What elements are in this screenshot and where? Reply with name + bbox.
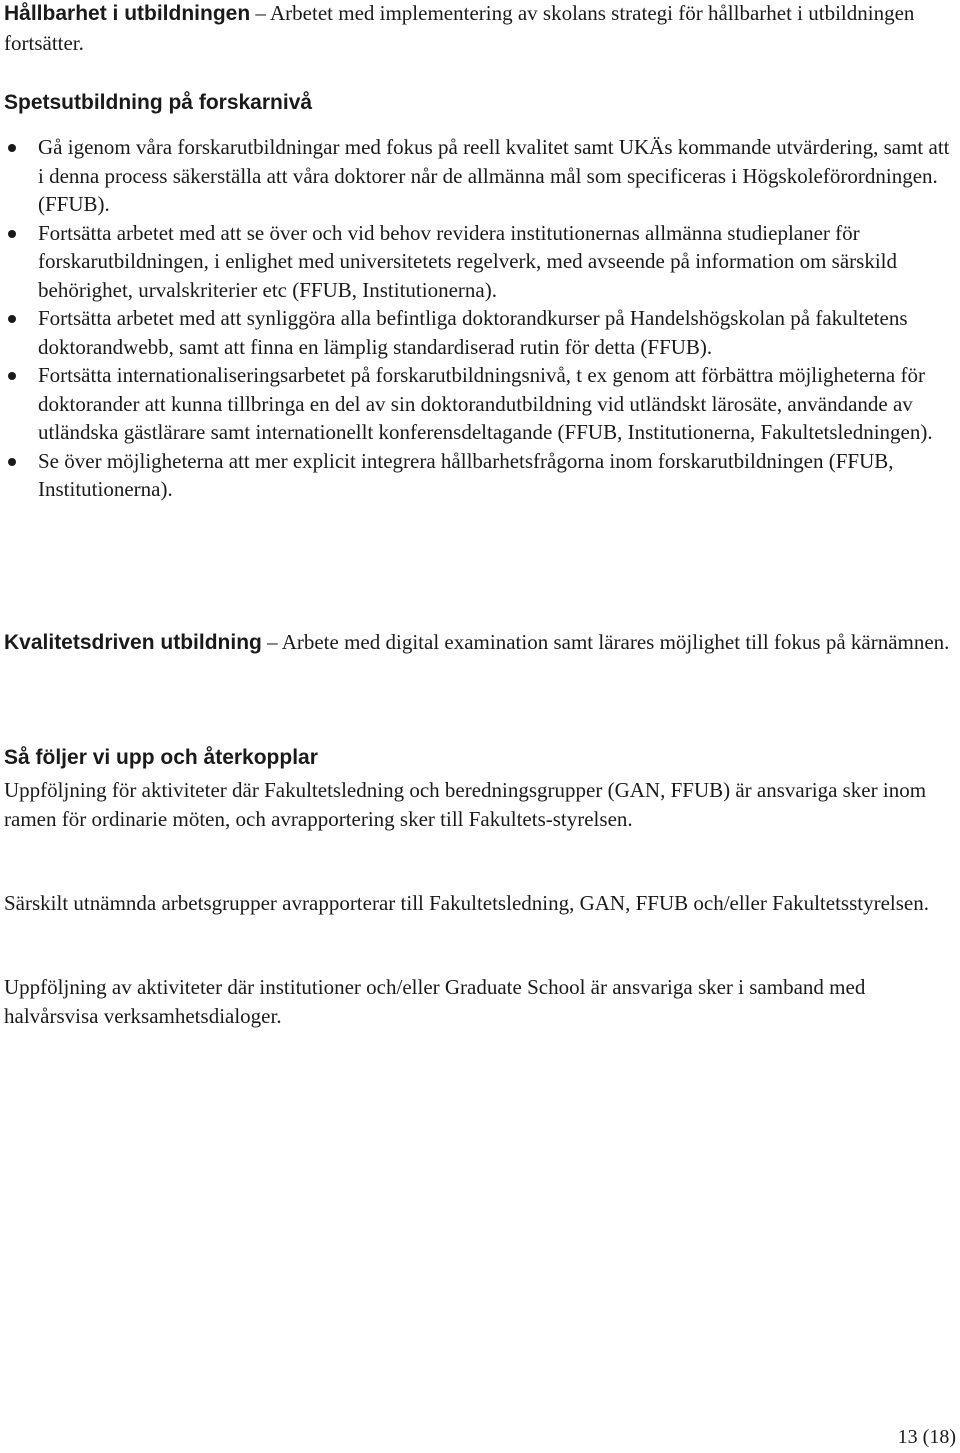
paragraph-kvalitet: [4, 628, 952, 658]
bullet-icon: [8, 458, 16, 466]
heading-uppfoljning: Så följer vi upp och återkopplar: [4, 746, 318, 769]
list-item: [0, 361, 954, 447]
text-kvalitet: Arbete med digital examination samt lärares möjlighet till fokus på kärnämnen.: [281, 630, 950, 654]
list-item-text: Gå igenom våra forskarutbildningar med fokus på reell kvalitet samt UKÄs kommande utvärdering, samt att i denna process säkerställa att våra doktorer når de allmänna mål som specificeras i Högskoleförordningen. (FFUB).: [38, 135, 950, 216]
list-item: [0, 219, 954, 305]
bullet-icon: [8, 230, 16, 238]
paragraph-uppfoljning-2: Särskilt utnämnda arbetsgrupper avrapporterar till Fakultetsledning, GAN, FFUB och/eller Fakultetsstyrelsen.: [4, 891, 929, 915]
dash-hallbarhet: –: [250, 1, 271, 25]
list-item-text: Fortsätta arbetet med att se över och vid behov revidera institutionernas allmänna studieplaner för forskarutbildningen, i enlighet med universitetets regelverk, med avseende på information om särskild behörighet, urvalskriterier etc (FFUB, Institutionerna).: [38, 220, 898, 302]
dash-kvalitet: –: [261, 630, 282, 654]
list-item: [0, 133, 954, 219]
page-number: 13 (18): [897, 1426, 956, 1448]
bullet-icon: [8, 372, 16, 380]
bullet-icon: [8, 315, 16, 323]
list-item: [0, 447, 954, 504]
heading-kvalitet: Kvalitetsdriven utbildning: [4, 631, 262, 654]
heading-hallbarhet: Hållbarhet i utbildningen: [4, 2, 251, 25]
bullet-icon: [8, 144, 16, 152]
paragraph-uppfoljning-1: Uppföljning för aktiviteter där Fakultetsledning och beredningsgrupper (GAN, FFUB) är ansvariga sker inom ramen för ordinarie möten, och avrapportering sker till Fakultets-styrelsen.: [4, 778, 927, 831]
list-spetsutbildning: [0, 133, 954, 504]
heading-spetsutbildning: Spetsutbildning på forskarnivå: [4, 91, 313, 114]
list-item-text: Fortsätta internationaliseringsarbetet på forskarutbildningsnivå, t ex genom att förbättra möjligheterna för doktorander att kunna tillbringa en del av sin doktorandutbildning vid utländskt lärosäte, användande av utländska gästlärare samt internationellt konferensdeltagande (FFUB, Institutionerna, Fakultetsledningen).: [38, 363, 933, 444]
list-item-text: Fortsätta arbetet med att synliggöra alla befintliga doktorandkurser på Handelshögskolan på fakultetens doktorandwebb, samt att finna en lämplig standardiserad rutin för detta (FFUB).: [38, 306, 908, 359]
text-hallbarhet: Arbetet med implementering av skolans strategi för hållbarhet i utbildningen fortsätter.: [4, 1, 915, 55]
list-item-text: Se över möjligheterna att mer explicit integrera hållbarhetsfrågorna inom forskarutbildningen (FFUB, Institutionerna).: [38, 448, 894, 501]
list-item: [0, 304, 954, 361]
paragraph-uppfoljning-3: Uppföljning av aktiviteter där institutioner och/eller Graduate School är ansvariga sker i samband med halvårsvisa verksamhetsdialoger.: [4, 975, 866, 1028]
paragraph-hallbarhet: [4, 0, 952, 57]
